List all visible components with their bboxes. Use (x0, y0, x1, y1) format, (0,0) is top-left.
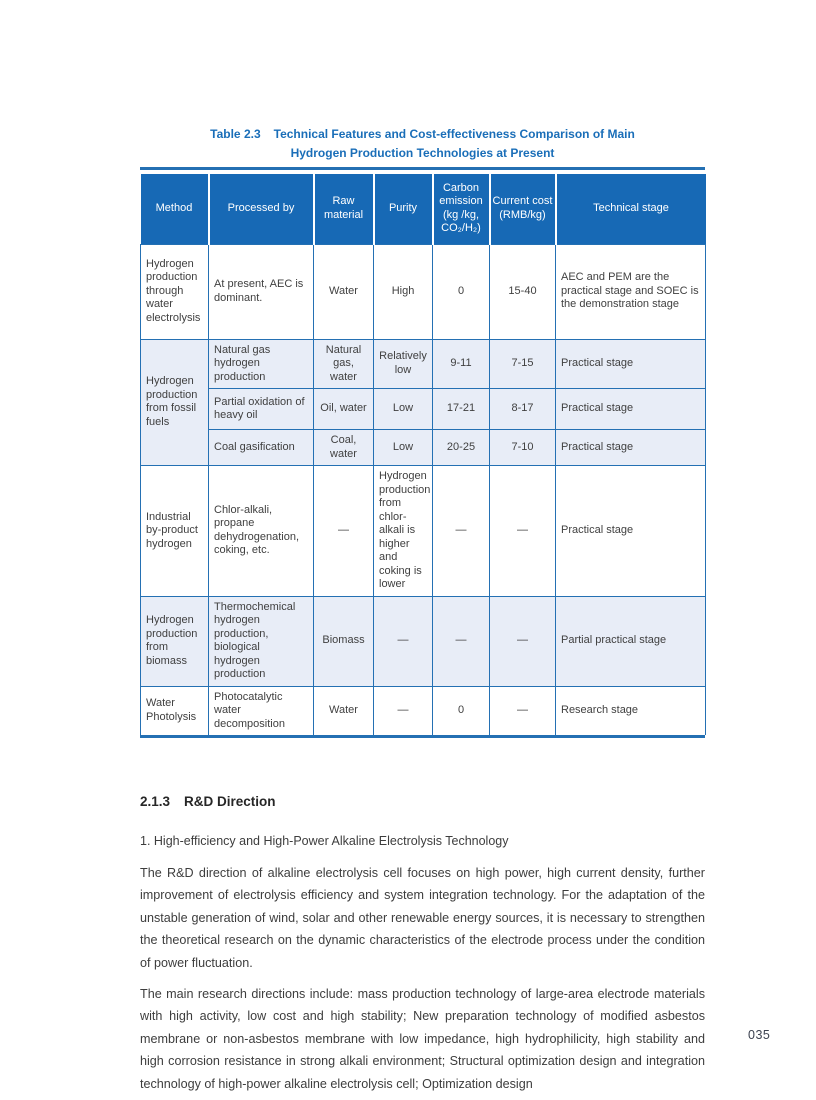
cell-raw-material: Natural gas, water (314, 339, 374, 389)
table-caption-text: Technical Features and Cost-effectiveness Comparison of Main (273, 127, 635, 141)
cell-carbon-emission: 0 (433, 244, 490, 339)
table-top-rule (140, 167, 705, 170)
table-caption (140, 125, 705, 163)
cell-processed-by: Coal gasification (209, 430, 314, 466)
cell-current-cost: — (490, 596, 556, 686)
cell-purity: — (374, 686, 433, 735)
cell-technical-stage: Practical stage (556, 430, 706, 466)
col-header-technical-stage: Technical stage (556, 174, 706, 244)
table-header-row (141, 174, 706, 244)
cell-raw-material: Coal, water (314, 430, 374, 466)
cell-raw-material: — (314, 466, 374, 597)
section-heading (140, 794, 705, 809)
cell-technical-stage: Partial practical stage (556, 596, 706, 686)
cell-method: Industrial by-product hydrogen (141, 466, 209, 597)
cell-purity: Low (374, 430, 433, 466)
cell-current-cost: 7-10 (490, 430, 556, 466)
cell-processed-by: Chlor-alkali, propane dehydrogenation, coking, etc. (209, 466, 314, 597)
table-row (141, 389, 706, 430)
table-row (141, 339, 706, 389)
cell-processed-by: Photocatalytic water decomposition (209, 686, 314, 735)
cell-purity: High (374, 244, 433, 339)
section-subheading: 1. High-efficiency and High-Power Alkaline Electrolysis Technology (140, 834, 509, 848)
cell-carbon-emission: — (433, 596, 490, 686)
body-paragraph: The main research directions include: mass production technology of large-area electrode materials with high activity, low cost and high stability; New preparation technology of modified asbestos membrane or non-asbestos membrane with low impedance, high hydrophilicity, high stability and high corrosion resistance in strong alkali environment; Structural optimization design and integration technology of high-power alkaline electrolysis cell; Optimization design (140, 987, 705, 1091)
cell-purity: — (374, 596, 433, 686)
table-row (141, 686, 706, 735)
cell-technical-stage: AEC and PEM are the practical stage and SOEC is the demonstration stage (556, 244, 706, 339)
page-content (140, 0, 705, 1095)
table-caption-line2: Hydrogen Production Technologies at Present (290, 146, 555, 160)
cell-carbon-emission: 0 (433, 686, 490, 735)
body-paragraph: The R&D direction of alkaline electrolysis cell focuses on high power, high current density, further improvement of electrolysis efficiency and system integration technology. For the adaptation of the unstable generation of wind, solar and other renewable energy sources, it is necessary to strengthen the theoretical research on the dynamic characteristics of the electrode process under the condition of power fluctuation. (140, 866, 705, 970)
col-header-raw-material: Raw material (314, 174, 374, 244)
cell-current-cost: 15-40 (490, 244, 556, 339)
table-caption-number: Table 2.3 (210, 127, 261, 141)
section-title: R&D Direction (184, 794, 276, 809)
col-header-current-cost: Current cost (RMB/kg) (490, 174, 556, 244)
table-row (141, 244, 706, 339)
table-bottom-rule (140, 735, 705, 738)
table-row (141, 596, 706, 686)
section-number: 2.1.3 (140, 794, 171, 809)
cell-technical-stage: Research stage (556, 686, 706, 735)
table-row (141, 466, 706, 597)
table-caption-line1 (140, 125, 705, 144)
cell-method: Water Photolysis (141, 686, 209, 735)
cell-raw-material: Oil, water (314, 389, 374, 430)
cell-raw-material: Water (314, 244, 374, 339)
cell-purity: Low (374, 389, 433, 430)
cell-raw-material: Biomass (314, 596, 374, 686)
col-header-purity: Purity (374, 174, 433, 244)
cell-technical-stage: Practical stage (556, 389, 706, 430)
hydrogen-technologies-table (140, 174, 706, 735)
cell-processed-by: Partial oxidation of heavy oil (209, 389, 314, 430)
cell-processed-by: At present, AEC is dominant. (209, 244, 314, 339)
cell-purity: Hydrogen production from chlor-alkali is higher and coking is lower (374, 466, 433, 597)
cell-purity: Relatively low (374, 339, 433, 389)
col-header-method: Method (141, 174, 209, 244)
cell-technical-stage: Practical stage (556, 466, 706, 597)
cell-processed-by: Natural gas hydrogen production (209, 339, 314, 389)
cell-technical-stage: Practical stage (556, 339, 706, 389)
cell-current-cost: 7-15 (490, 339, 556, 389)
cell-current-cost: — (490, 686, 556, 735)
cell-method: Hydrogen production through water electrolysis (141, 244, 209, 339)
cell-current-cost: — (490, 466, 556, 597)
cell-method: Hydrogen production from biomass (141, 596, 209, 686)
cell-carbon-emission: 20-25 (433, 430, 490, 466)
cell-carbon-emission: 9-11 (433, 339, 490, 389)
cell-processed-by: Thermochemical hydrogen production, biological hydrogen production (209, 596, 314, 686)
cell-carbon-emission: — (433, 466, 490, 597)
col-header-processed-by: Processed by (209, 174, 314, 244)
cell-raw-material: Water (314, 686, 374, 735)
table-row (141, 430, 706, 466)
cell-carbon-emission: 17-21 (433, 389, 490, 430)
cell-method: Hydrogen production from fossil fuels (141, 339, 209, 466)
col-header-carbon-emission: Carbon emission (kg /kg, CO₂/H₂) (433, 174, 490, 244)
cell-current-cost: 8-17 (490, 389, 556, 430)
page-number: 035 (748, 1028, 771, 1042)
